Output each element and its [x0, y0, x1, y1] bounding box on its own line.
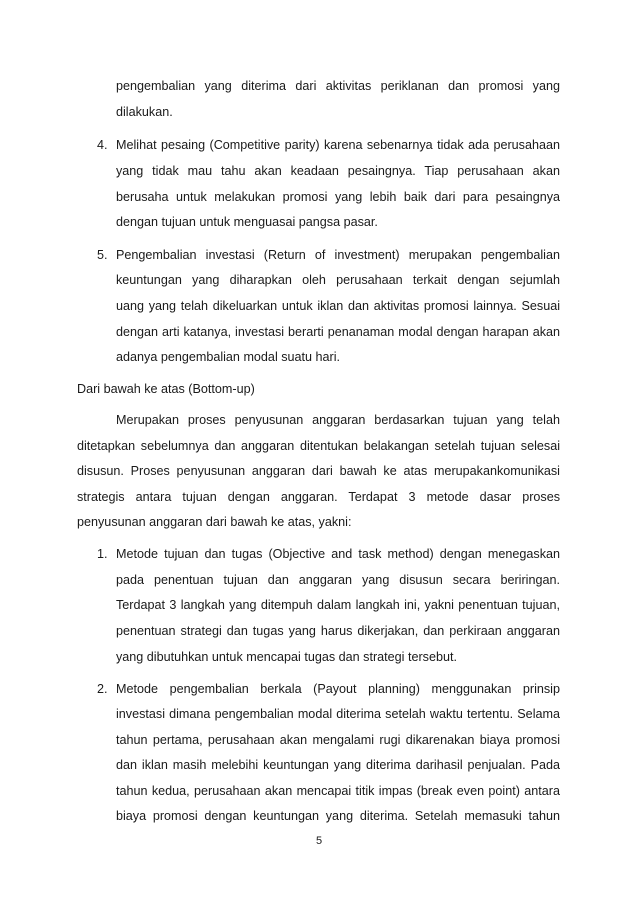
paragraph-line: disusun. Proses penyusunan anggaran dari bawah ke atas merupakankomunikasi — [77, 464, 560, 478]
section-heading: Dari bawah ke atas (Bottom-up) — [77, 382, 255, 396]
paragraph-line: ditetapkan sebelumnya dan anggaran ditentukan belakangan setelah tujuan selesai — [77, 439, 560, 453]
list-item-line: yang tidak mau tahu akan keadaan pesaingnya. Tiap perusahaan akan — [116, 164, 560, 178]
list-item-line: investasi dimana pengembalian modal diterima setelah waktu tertentu. Selama — [116, 707, 560, 721]
list-item-line: Metode pengembalian berkala (Payout planning) menggunakan prinsip — [116, 682, 560, 696]
list-item-number: 1. — [97, 547, 108, 561]
list-item-number: 4. — [97, 138, 108, 152]
paragraph-line: Merupakan proses penyusunan anggaran berdasarkan tujuan yang telah — [116, 413, 560, 427]
list-item-line: Pengembalian investasi (Return of investment) merupakan pengembalian — [116, 248, 560, 262]
list-item-line: biaya promosi dengan keuntungan yang diterima. Setelah memasuki tahun — [116, 809, 560, 823]
list-item-line: berusaha untuk melakukan promosi yang lebih baik dari para pesaingnya — [116, 190, 560, 204]
list-item-line: uang yang telah dikeluarkan untuk iklan dan aktivitas promosi lainnya. Sesuai — [116, 299, 560, 313]
continuation-line: pengembalian yang diterima dari aktivitas periklanan dan promosi yang — [116, 79, 560, 93]
list-item-number: 5. — [97, 248, 108, 262]
paragraph-line: penyusunan anggaran dari bawah ke atas, yakni: — [77, 515, 352, 529]
list-item-line: pada penentuan tujuan dan anggaran yang disusun secara beriringan. — [116, 573, 560, 587]
page-number: 5 — [315, 835, 323, 847]
list-item-line: tahun pertama, perusahaan akan mengalami rugi dikarenakan biaya promosi — [116, 733, 560, 747]
list-item-line: penentuan strategi dan tugas yang harus dikerjakan, dan perkiraan anggaran — [116, 624, 560, 638]
list-item-line: dengan arti katanya, investasi berarti penanaman modal dengan harapan akan — [116, 325, 560, 339]
list-item-line: dan iklan masih melebihi keuntungan yang diterima darihasil penjualan. Pada — [116, 758, 560, 772]
list-item-line: Metode tujuan dan tugas (Objective and task method) dengan menegaskan — [116, 547, 560, 561]
list-item-line: tahun kedua, perusahaan akan mencapai titik impas (break even point) antara — [116, 784, 560, 798]
paragraph-line: strategis antara tujuan dengan anggaran. Terdapat 3 metode dasar proses — [77, 490, 560, 504]
list-item-line: adanya pengembalian modal suatu hari. — [116, 350, 341, 364]
list-item-line: dengan tujuan untuk menguasai pangsa pasar. — [116, 215, 378, 229]
list-item-line: yang dibutuhkan untuk mencapai tugas dan strategi tersebut. — [116, 650, 457, 664]
list-item-number: 2. — [97, 682, 108, 696]
list-item-line: Terdapat 3 langkah yang ditempuh dalam langkah ini, yakni penentuan tujuan, — [116, 598, 560, 612]
list-item-line: Melihat pesaing (Competitive parity) karena sebenarnya tidak ada perusahaan — [116, 138, 560, 152]
list-item-line: keuntungan yang diharapkan oleh perusahaan terkait dengan sejumlah — [116, 273, 560, 287]
continuation-line: dilakukan. — [116, 105, 173, 119]
